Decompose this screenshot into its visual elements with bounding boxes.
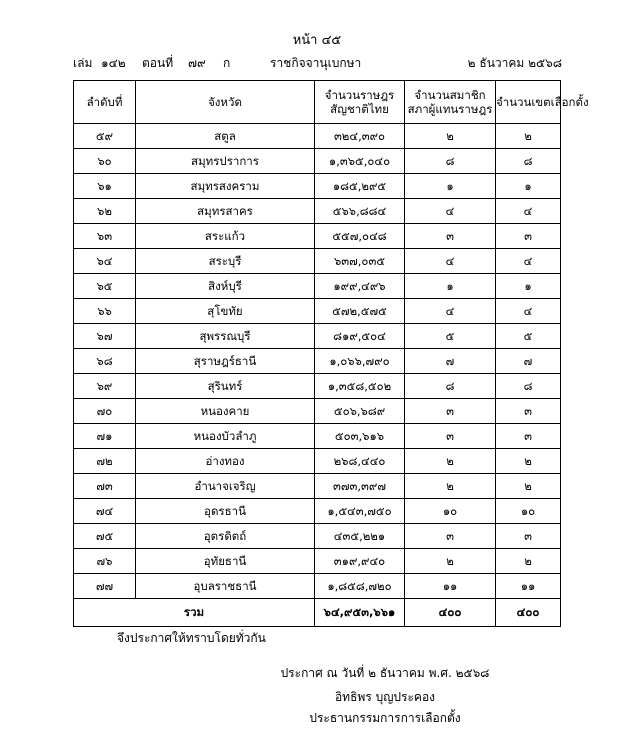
cell-members: ๓ xyxy=(405,424,496,449)
cell-seq: ๖๑ xyxy=(74,174,136,199)
cell-province: สมุทรปราการ xyxy=(136,149,315,174)
cell-members: ๕ xyxy=(405,324,496,349)
total-districts: ๔๐๐ xyxy=(496,599,561,627)
cell-districts: ๓ xyxy=(496,424,561,449)
cell-members: ๘ xyxy=(405,149,496,174)
cell-province: สระแก้ว xyxy=(136,224,315,249)
cell-members: ๗ xyxy=(405,349,496,374)
cell-population: ๑,๓๕๘,๕๐๒ xyxy=(315,374,405,399)
signatory-title: ประธานกรรมการการเลือกตั้ง xyxy=(309,711,461,725)
cell-seq: ๖๘ xyxy=(74,349,136,374)
cell-members: ๘ xyxy=(405,374,496,399)
cell-province: หนองบัวลำภู xyxy=(136,424,315,449)
cell-population: ๕๐๓,๖๑๖ xyxy=(315,424,405,449)
cell-members: ๔ xyxy=(405,199,496,224)
table-row xyxy=(74,124,561,149)
table-row xyxy=(74,274,561,299)
cell-population: ๓๑๙,๙๔๐ xyxy=(315,549,405,574)
cell-seq: ๖๕ xyxy=(74,274,136,299)
cell-population: ๑๙๙,๔๙๖ xyxy=(315,274,405,299)
col-header-seq: ลำดับที่ xyxy=(74,81,136,124)
cell-population: ๑,๓๖๕,๐๔๐ xyxy=(315,149,405,174)
cell-members: ๓ xyxy=(405,524,496,549)
cell-districts: ๘ xyxy=(496,149,561,174)
volume-number: ๑๔๒ xyxy=(101,56,126,70)
cell-province: สุโขทัย xyxy=(136,299,315,324)
cell-population: ๓๗๓,๓๙๗ xyxy=(315,474,405,499)
table-row xyxy=(74,399,561,424)
cell-members: ๓ xyxy=(405,224,496,249)
cell-seq: ๖๗ xyxy=(74,324,136,349)
cell-seq: ๗๔ xyxy=(74,499,136,524)
table-row xyxy=(74,174,561,199)
cell-population: ๘๑๙,๕๐๔ xyxy=(315,324,405,349)
cell-districts: ๑๐ xyxy=(496,499,561,524)
table-row xyxy=(74,524,561,549)
table-row xyxy=(74,449,561,474)
cell-population: ๒๖๘,๔๔๐ xyxy=(315,449,405,474)
table-row xyxy=(74,574,561,599)
cell-population: ๑,๘๕๘,๗๒๐ xyxy=(315,574,405,599)
cell-districts: ๓ xyxy=(496,399,561,424)
cell-seq: ๗๑ xyxy=(74,424,136,449)
cell-population: ๕๐๖,๖๘๙ xyxy=(315,399,405,424)
cell-province: สุราษฎร์ธานี xyxy=(136,349,315,374)
table-body xyxy=(74,124,561,599)
total-label: รวม xyxy=(74,599,315,627)
cell-seq: ๗๐ xyxy=(74,399,136,424)
cell-seq: ๖๐ xyxy=(74,149,136,174)
cell-province: สระบุรี xyxy=(136,249,315,274)
cell-province: อุทัยธานี xyxy=(136,549,315,574)
cell-seq: ๗๕ xyxy=(74,524,136,549)
table-row xyxy=(74,549,561,574)
total-population: ๖๔,๙๕๓,๖๖๑ xyxy=(315,599,405,627)
table-row xyxy=(74,149,561,174)
table-row xyxy=(74,374,561,399)
table-header-row xyxy=(74,81,561,124)
cell-province: สตูล xyxy=(136,124,315,149)
cell-population: ๖๓๗,๐๓๕ xyxy=(315,249,405,274)
cell-population: ๕๕๗,๐๔๘ xyxy=(315,224,405,249)
cell-districts: ๔ xyxy=(496,249,561,274)
closing-statement: จึงประกาศให้ทราบโดยทั่วกัน xyxy=(117,631,266,645)
cell-members: ๔ xyxy=(405,249,496,274)
table-row xyxy=(74,349,561,374)
cell-population: ๓๒๔,๓๙๐ xyxy=(315,124,405,149)
table-row xyxy=(74,474,561,499)
section-label: ตอนที่ xyxy=(142,56,174,70)
cell-members: ๑๐ xyxy=(405,499,496,524)
cell-members: ๑ xyxy=(405,174,496,199)
cell-seq: ๖๙ xyxy=(74,374,136,399)
cell-province: สมุทรสาคร xyxy=(136,199,315,224)
cell-seq: ๗๒ xyxy=(74,449,136,474)
cell-districts: ๔ xyxy=(496,299,561,324)
table-row xyxy=(74,299,561,324)
col-header-province: จังหวัด xyxy=(136,81,315,124)
cell-province: สิงห์บุรี xyxy=(136,274,315,299)
province-table xyxy=(73,80,589,627)
cell-districts: ๕ xyxy=(496,324,561,349)
cell-seq: ๖๓ xyxy=(74,224,136,249)
signatory-name: อิทธิพร บุญประคอง xyxy=(334,690,436,704)
section-number: ๗๙ xyxy=(188,56,206,70)
cell-seq: ๗๗ xyxy=(74,574,136,599)
cell-province: อุตรดิตถ์ xyxy=(136,524,315,549)
col-header-districts: จำนวนเขตเลือกตั้ง xyxy=(496,81,561,124)
cell-seq: ๗๓ xyxy=(74,474,136,499)
table-row xyxy=(74,199,561,224)
cell-districts: ๓ xyxy=(496,224,561,249)
cell-population: ๔๓๕,๒๒๑ xyxy=(315,524,405,549)
cell-seq: ๗๖ xyxy=(74,549,136,574)
table-row xyxy=(74,424,561,449)
table-row xyxy=(74,224,561,249)
cell-districts: ๒ xyxy=(496,474,561,499)
cell-members: ๒ xyxy=(405,449,496,474)
cell-members: ๑๑ xyxy=(405,574,496,599)
cell-province: สุพรรณบุรี xyxy=(136,324,315,349)
cell-population: ๑,๕๔๓,๗๕๐ xyxy=(315,499,405,524)
cell-members: ๓ xyxy=(405,399,496,424)
cell-province: อำนาจเจริญ xyxy=(136,474,315,499)
cell-members: ๔ xyxy=(405,299,496,324)
cell-population: ๑,๐๖๖,๗๙๐ xyxy=(315,349,405,374)
cell-seq: ๖๖ xyxy=(74,299,136,324)
cell-districts: ๑ xyxy=(496,174,561,199)
table-row xyxy=(74,499,561,524)
table-row xyxy=(74,324,561,349)
running-header xyxy=(73,55,562,71)
cell-seq: ๖๒ xyxy=(74,199,136,224)
section-type: ก xyxy=(223,56,231,70)
cell-districts: ๗ xyxy=(496,349,561,374)
cell-province: สมุทรสงคราม xyxy=(136,174,315,199)
cell-seq: ๕๙ xyxy=(74,124,136,149)
total-row xyxy=(74,599,561,627)
cell-province: สุรินทร์ xyxy=(136,374,315,399)
cell-province: อุบลราชธานี xyxy=(136,574,315,599)
cell-population: ๑๘๕,๒๙๕ xyxy=(315,174,405,199)
cell-members: ๒ xyxy=(405,124,496,149)
cell-districts: ๒ xyxy=(496,124,561,149)
cell-districts: ๔ xyxy=(496,199,561,224)
cell-population: ๕๗๒,๕๗๕ xyxy=(315,299,405,324)
cell-province: อุดรธานี xyxy=(136,499,315,524)
volume-label: เล่ม xyxy=(73,56,93,70)
cell-members: ๑ xyxy=(405,274,496,299)
cell-districts: ๑ xyxy=(496,274,561,299)
total-members: ๔๐๐ xyxy=(405,599,496,627)
cell-province: หนองคาย xyxy=(136,399,315,424)
page-number: หน้า ๔๕ xyxy=(292,33,342,48)
cell-population: ๕๖๖,๘๘๔ xyxy=(315,199,405,224)
table-row xyxy=(74,249,561,274)
cell-province: อ่างทอง xyxy=(136,449,315,474)
col-header-population: จำนวนราษฎร สัญชาติไทย xyxy=(315,81,405,124)
cell-districts: ๘ xyxy=(496,374,561,399)
header-date: ๒ ธันวาคม ๒๕๖๘ xyxy=(467,56,562,70)
cell-districts: ๒ xyxy=(496,449,561,474)
announcement-date: ประกาศ ณ วันที่ ๒ ธันวาคม พ.ศ. ๒๕๖๘ xyxy=(280,666,490,680)
cell-members: ๒ xyxy=(405,474,496,499)
gazette-title: ราชกิจจานุเบกษา xyxy=(270,56,362,70)
cell-districts: ๑๑ xyxy=(496,574,561,599)
cell-seq: ๖๔ xyxy=(74,249,136,274)
col-header-members: จำนวนสมาชิก สภาผู้แทนราษฎร xyxy=(405,81,496,124)
cell-members: ๒ xyxy=(405,549,496,574)
cell-districts: ๓ xyxy=(496,524,561,549)
cell-districts: ๒ xyxy=(496,549,561,574)
